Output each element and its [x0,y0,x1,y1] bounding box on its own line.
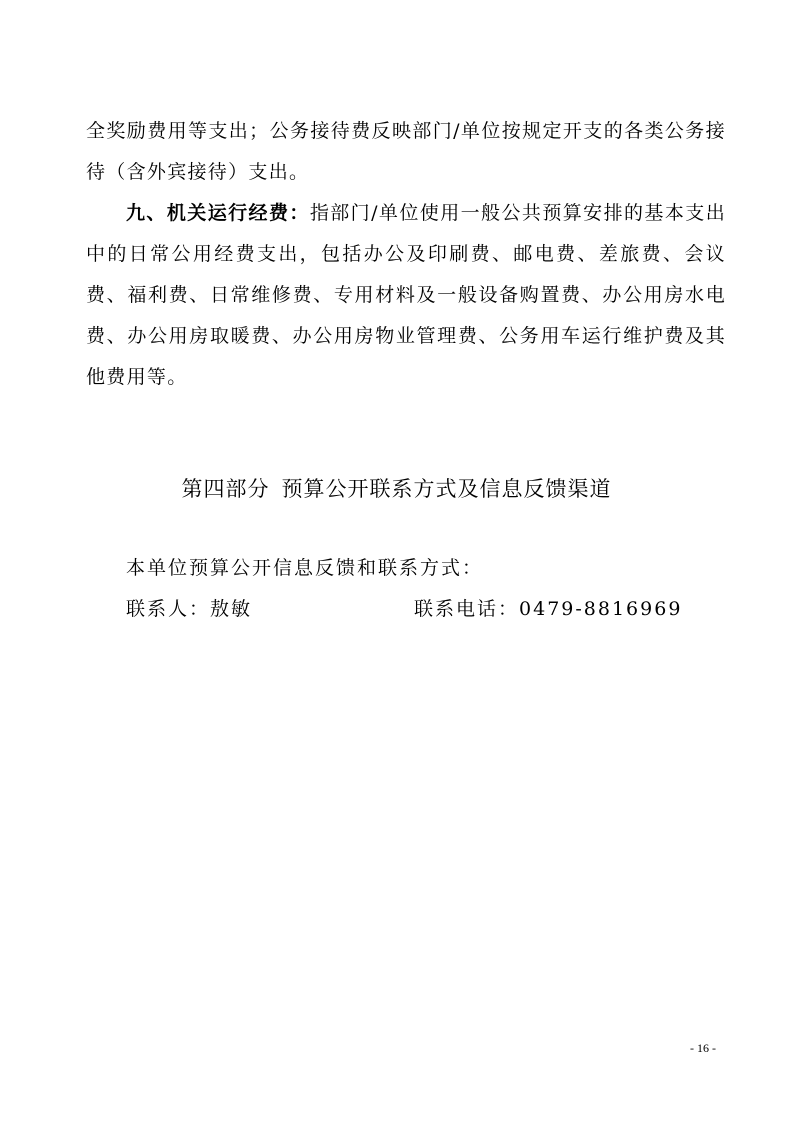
contact-person-label: 联系人： [126,598,211,620]
contact-intro: 本单位预算公开信息反馈和联系方式： [126,557,484,579]
contact-person [126,593,252,625]
section-heading-part: 第四部分 [181,477,270,501]
item-nine-text: 指部门/单位使用一般公共预算安排的基本支出中的日常公用经费支出，包括办公及印刷费、邮电费、差旅费、会议费、福利费、日常维修费、专用材料及一般设备购置费、办公用房水电费、办公用房取暖费、办公用房物业管理费、公务用车运行维护费及其他费用等。 [86,202,727,388]
paragraph-item-nine [86,193,726,398]
contact-phone-label: 联系电话： [414,598,520,620]
contact-person-name: 敖敏 [210,598,253,620]
section-heading-title: 预算公开联系方式及信息反馈渠道 [281,477,612,501]
item-nine-term: 九、机关运行经费： [126,202,310,224]
section-heading [0,473,793,505]
contact-phone-number: 0479-8816969 [519,598,683,620]
contact-phone [414,593,682,625]
contact-details [126,593,686,625]
page-number: - 16 - [690,1041,716,1055]
paragraph-continued: 全奖励费用等支出；公务接待费反映部门/单位按规定开支的各类公务接待（含外宾接待）支出。 [86,120,726,183]
